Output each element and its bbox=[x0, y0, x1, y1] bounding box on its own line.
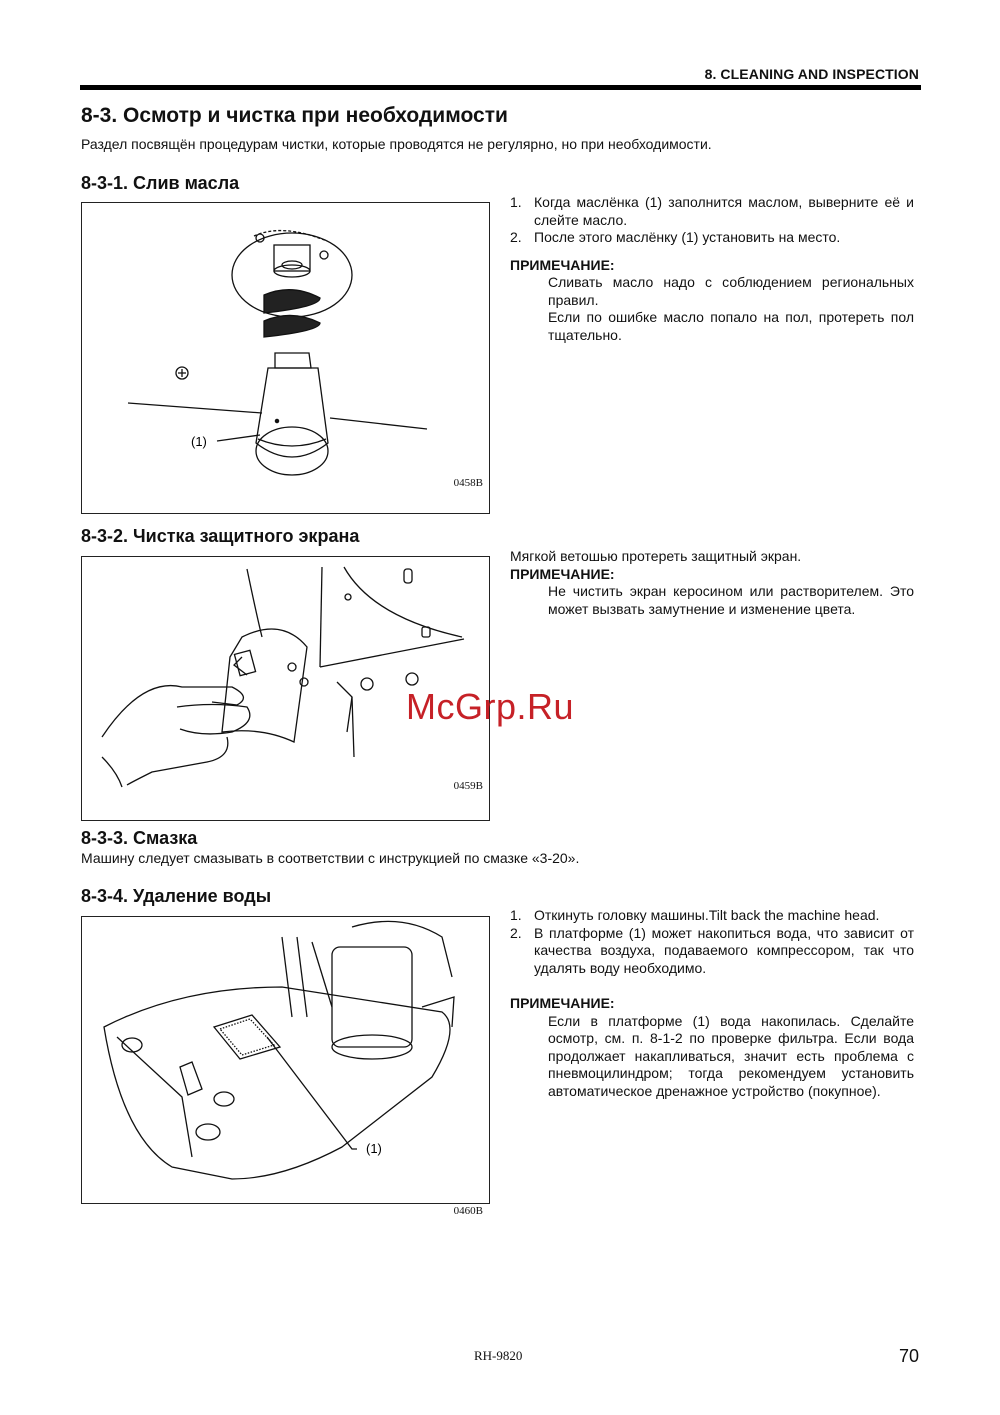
water-removal-illustration bbox=[82, 917, 489, 1203]
list-item: 2. В платформе (1) может накопиться вода, что зависит от качества воздуха, подаваемого компрессором, так что удалять воду необходимо. bbox=[510, 924, 914, 976]
list-item: 2. После этого маслёнку (1) установить на место. bbox=[510, 229, 841, 245]
callout-label-1: (1) bbox=[366, 1141, 382, 1156]
subsection-title-lubrication: 8-3-3. Смазка bbox=[81, 828, 198, 848]
shield-cleaning-text: Мягкой ветошью протереть защитный экран. bbox=[510, 548, 802, 564]
note-body: Сливать масло надо с соблюдением региональных правил. Если по ошибке масло попало на пол, протереть пол тщательно. bbox=[548, 274, 914, 343]
oil-drain-illustration bbox=[82, 203, 489, 513]
subsection-title-water-removal: 8-3-4. Удаление воды bbox=[81, 886, 272, 906]
figure-oil-drain bbox=[81, 202, 490, 514]
callout-label-1: (1) bbox=[191, 434, 207, 449]
oil-drain-instructions bbox=[510, 194, 914, 344]
section-title: 8-3. Осмотр и чистка при необходимости bbox=[81, 104, 508, 127]
water-removal-instructions bbox=[510, 907, 914, 1100]
chapter-header: 8. CLEANING AND INSPECTION bbox=[704, 66, 919, 82]
list-item: 1. Когда маслёнка (1) заполнится маслом, выверните её и слейте масло. bbox=[510, 194, 914, 228]
figure-number: 0458B bbox=[453, 477, 483, 489]
section-intro: Раздел посвящён процедурам чистки, которые проводятся не регулярно, но при необходимости. bbox=[81, 136, 712, 152]
subsection-title-shield-cleaning: 8-3-2. Чистка защитного экрана bbox=[81, 526, 360, 546]
subsection-title-oil-drain: 8-3-1. Слив масла bbox=[81, 173, 240, 193]
oil-drain-steps bbox=[510, 194, 914, 247]
shield-cleaning-instructions bbox=[510, 548, 914, 618]
watermark: McGrp.Ru bbox=[406, 686, 575, 727]
note-body: Не чистить экран керосином или растворителем. Это может вызвать замутнение и изменение цвета. bbox=[548, 583, 914, 617]
footer-model: RH-9820 bbox=[474, 1348, 523, 1363]
water-removal-steps bbox=[510, 907, 914, 977]
page-number: 70 bbox=[898, 1346, 919, 1366]
figure-water-removal bbox=[81, 916, 490, 1217]
note-body: Если в платформе (1) вода накопилась. Сделайте осмотр, см. п. 8-1-2 по проверке фильтра. Если вода продолжает накапливаться, значит есть проблема с пневмоцилиндром; тогда рекомендуем установить автоматическое дренажное устройство (покупное). bbox=[548, 1012, 914, 1099]
note-title: ПРИМЕЧАНИЕ: bbox=[510, 995, 615, 1011]
note-title: ПРИМЕЧАНИЕ: bbox=[510, 565, 615, 582]
lubrication-text: Машину следует смазывать в соответствии с инструкцией по смазке «3-20». bbox=[81, 850, 580, 866]
figure-number: 0460B bbox=[453, 1205, 483, 1217]
header-rule bbox=[80, 85, 921, 90]
figure-number: 0459B bbox=[453, 780, 483, 792]
note-title: ПРИМЕЧАНИЕ: bbox=[510, 256, 615, 273]
list-item: 1. Откинуть головку машины.Tilt back the machine head. bbox=[510, 907, 880, 923]
